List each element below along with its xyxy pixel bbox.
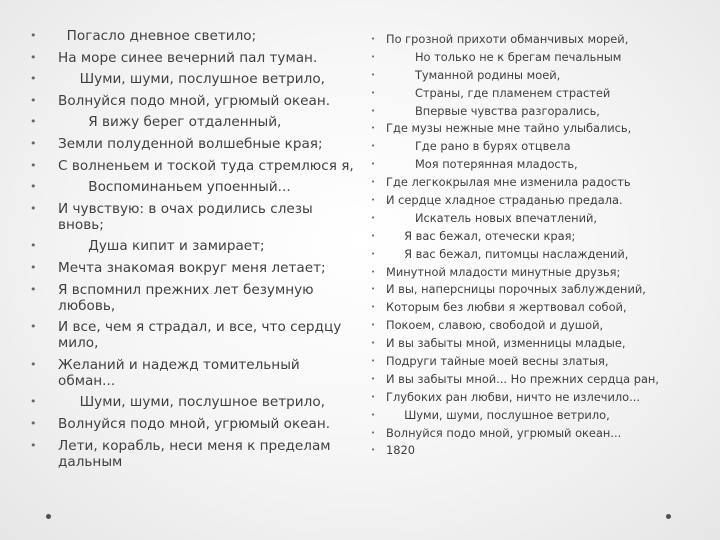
poem-right-column [370,33,700,462]
poem-line: • На море синее вечерний пал туман. [30,50,360,66]
poem-line: • Минутной младости минутные друзья; [370,266,700,280]
poem-line: • Моя потерянная младость, [370,158,700,172]
poem-line: • И вы забыты мной, изменницы младые, [370,337,700,351]
poem-line: • Глубоких ран любви, ничто не излечило... [370,391,700,405]
poem-line: • Я вас бежал, отечески края; [370,230,700,244]
poem-line: • Я вас бежал, питомцы наслаждений, [370,248,700,262]
poem-line: • Искатель новых впечатлений, [370,212,700,226]
poem-line: • И все, чем я страдал, и все, что сердцу мило, [30,319,360,351]
poem-line: • Покоем, славою, свободой и душой, [370,319,700,333]
poem-line: • И сердце хладное страданью предала. [370,194,700,208]
poem-line: • Шуми, шуми, послушное ветрило, [370,409,700,423]
poem-line: • Подруги тайные моей весны златыя, [370,355,700,369]
poem-line: • Где музы нежные мне тайно улыбались, [370,122,700,136]
poem-line: • 1820 [370,444,700,458]
poem-line: • Волнуйся подо мной, угрюмый океан... [370,427,700,441]
poem-left-column [30,28,360,475]
poem-line: • Я вспомнил прежних лет безумную любовь, [30,282,360,314]
poem-line: • Шуми, шуми, послушное ветрило, [30,394,360,410]
poem-line: • Душа кипит и замирает; [30,238,360,254]
poem-line: • По грозной прихоти обманчивых морей, [370,33,700,47]
poem-line: • Шуми, шуми, послушное ветрило, [30,71,360,87]
poem-line: • Воспоминаньем упоенный... [30,179,360,195]
poem-line: • С волненьем и тоской туда стремлюся я, [30,158,360,174]
poem-line: • Мечта знакомая вокруг меня летает; [30,260,360,276]
poem-line: • Погасло дневное светило; [30,28,360,44]
poem-line: • Лети, корабль, неси меня к пределам дальным [30,438,360,470]
poem-line: • Страны, где пламенем страстей [370,87,700,101]
poem-line: • Где рано в бурях отцвела [370,140,700,154]
poem-line: • Я вижу берег отдаленный, [30,114,360,130]
poem-line: • И чувствую: в очах родились слезы вновь; [30,201,360,233]
poem-line: • И вы, наперсницы порочных заблуждений, [370,283,700,297]
poem-line: • Волнуйся подо мной, угрюмый океан. [30,416,360,432]
poem-line: • Которым без любви я жертвовал собой, [370,301,700,315]
poem-line: • Туманной родины моей, [370,69,700,83]
poem-line: • Волнуйся подо мной, угрюмый океан. [30,93,360,109]
poem-line: • Но только не к брегам печальным [370,51,700,65]
poem-line: • И вы забыты мной... Но прежних сердца ран, [370,373,700,387]
poem-line: • Где легкокрылая мне изменила радость [370,176,700,190]
poem-line: • Желаний и надежд томительный обман... [30,357,360,389]
poem-line: • Земли полуденной волшебные края; [30,136,360,152]
poem-line: • Впервые чувства разгорались, [370,105,700,119]
slide-left-decoration-dot [46,514,51,519]
slide-right-decoration-dot [666,514,671,519]
